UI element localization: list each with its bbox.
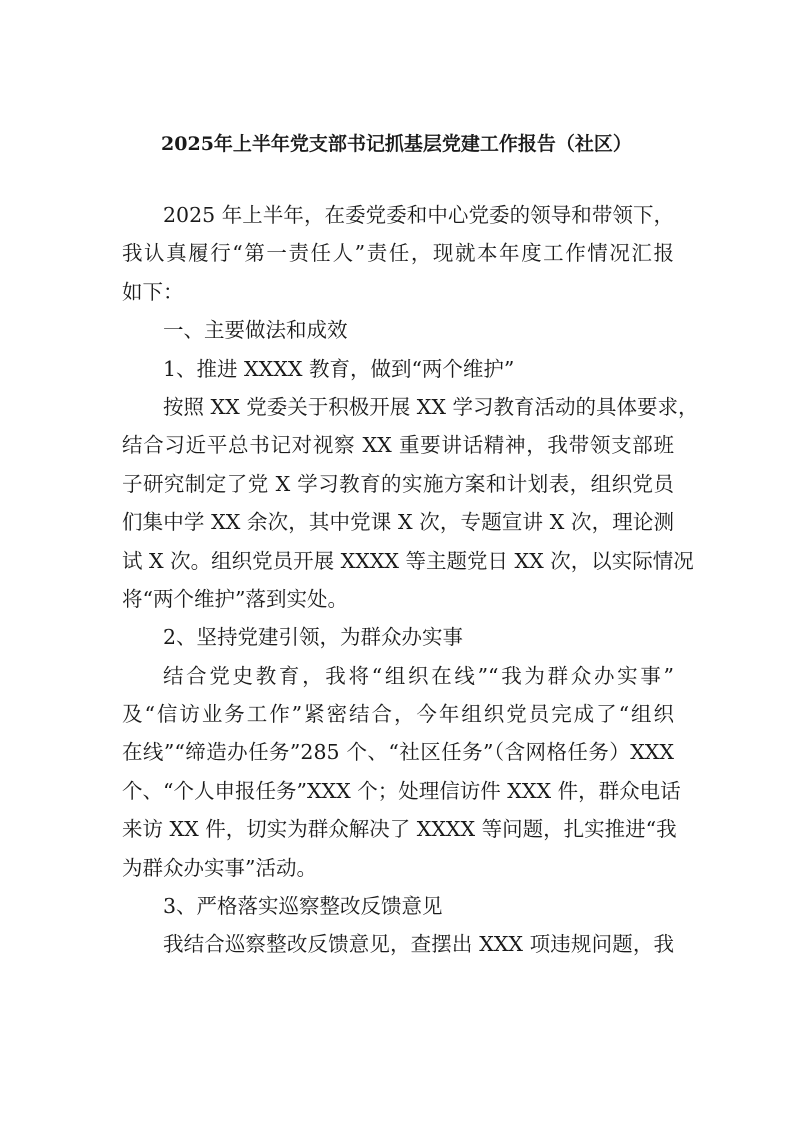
paragraph-line: 及“信访业务工作”紧密结合，今年组织党员完成了“组织 xyxy=(122,702,674,727)
document-title: 2025年上半年党支部书记抓基层党建工作报告（社区） xyxy=(161,133,632,155)
subsection-heading: 3、严格落实巡察整改反馈意见 xyxy=(163,894,443,919)
subsection-heading: 1、推进 XXXX 教育，做到“两个维护” xyxy=(163,356,515,381)
paragraph-line: 我结合巡察整改反馈意见，查摆出 XXX 项违规问题，我 xyxy=(163,932,674,957)
paragraph-line: 如下： xyxy=(122,279,184,304)
item-1-paragraph xyxy=(122,388,699,618)
item-2-paragraph xyxy=(122,657,681,887)
item-3-paragraph xyxy=(122,925,674,963)
paragraph-line: 在线”“缔造办任务”285 个、“社区任务”（含网格任务）XXX xyxy=(122,740,674,765)
intro-paragraph xyxy=(122,196,674,311)
paragraph-line: 子研究制定了党 X 学习教育的实施方案和计划表，组织党员 xyxy=(122,471,674,496)
paragraph-line: 2025 年上半年，在委党委和中心党委的领导和带领下， xyxy=(163,203,674,227)
paragraph-line: 结合党史教育，我将“组织在线”“我为群众办实事” xyxy=(163,663,674,688)
document-body xyxy=(122,196,699,964)
paragraph-line: 我认真履行“第一责任人”责任，现就本年度工作情况汇报 xyxy=(122,241,674,266)
paragraph-line: 按照 XX 党委关于积极开展 XX 学习教育活动的具体要求， xyxy=(163,394,699,419)
paragraph-line: 将“两个维护”落到实处。 xyxy=(122,586,348,611)
paragraph-line: 个、“个人申报任务”XXX 个；处理信访件 XXX 件，群众电话 xyxy=(122,778,681,803)
paragraph-line: 来访 XX 件，切实为群众解决了 XXXX 等问题，扎实推进“我 xyxy=(122,817,677,842)
paragraph-line: 结合习近平总书记对视察 XX 重要讲话精神，我带领支部班 xyxy=(122,433,674,458)
paragraph-line: 为群众办实事”活动。 xyxy=(122,855,317,880)
section-heading: 一、主要做法和成效 xyxy=(163,318,348,343)
subsection-heading: 2、坚持党建引领，为群众办实事 xyxy=(163,625,464,650)
paragraph-line: 们集中学 XX 余次，其中党课 X 次，专题宣讲 X 次，理论测 xyxy=(122,510,674,535)
paragraph-line: 试 X 次。组织党员开展 XXXX 等主题党日 XX 次，以实际情况 xyxy=(122,548,694,573)
